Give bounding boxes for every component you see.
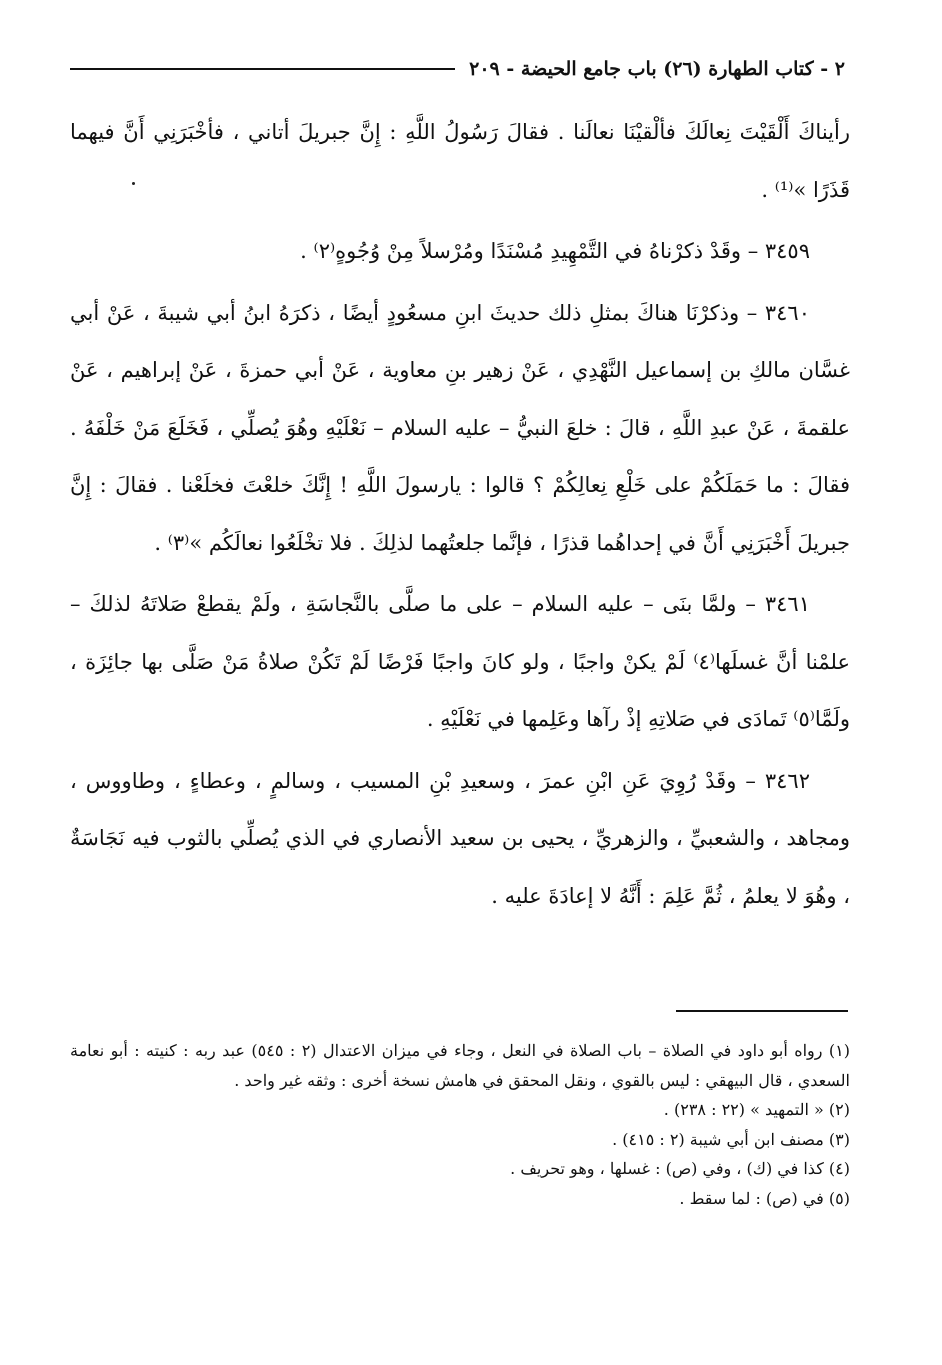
paragraph-continuation: رأيناكَ أَلْقَيْتَ نِعالَكَ فألْقيْنَا نعالَنا . فقالَ رَسُولُ اللَّهِ : إِنَّ جبريلَ أتاني ، فأخْبَرَنِي أَنَّ فيهما قَذَرًا »⁽¹⁾ . <box>70 120 850 202</box>
paragraph-3460: ٣٤٦٠ – وذكرْنَا هناكَ بمثلِ ذلك حديثَ ابنِ مسعُودٍ أيضًا ، ذكرَهُ ابنُ أبي شيبةَ ، عَنْ أبي غسَّان مالكِ بن إسماعيل النَّهْدِي ، عَنْ زهير بنِ معاوية ، عَنْ أبي حمزةَ ، عَنْ إبراهيم ، عَنْ علقمةَ ، عَنْ عبدِ اللَّهِ ، قالَ : خلعَ النبيُّ – عليه السلام – نَعْلَيْهِ وهُوَ يُصلِّي ، فَخَلَعَ مَنْ خَلْفَهُ . فقالَ : ما حَمَلَكُمْ على خَلْعِ نِعالِكُمْ ؟ قالوا : يارسولَ اللَّهِ ! إِنَّكَ خلعْتَ فخلَعْنا . فقالَ : إِنَّ جبريلَ أَخْبَرَنِي أَنَّ في إحداهُما قذرًا ، فإنَّما جلعتُهما لذلِكَ . فلا تخْلَعُوا نعالَكُم »⁽٣⁾ . <box>70 300 850 555</box>
paragraph-3462: ٣٤٦٢ – وقَدْ رُوِيَ عَنِ ابْنِ عمرَ ، وسعيدِ بْنِ المسيب ، وسالمٍ ، وعطاءٍ ، وطاووس ، ومجاهد ، والشعبيِّ ، والزهريِّ ، يحيى بن سعيد الأنصاري في الذي يُصلِّي بالثوب فيه نَجَاسَةٌ ، وهُوَ لا يعلمُ ، ثُمَّ عَلِمَ : أَنَّهُ لا إعادَةَ عليه . <box>70 768 850 908</box>
main-text <box>70 104 850 929</box>
paragraph-3461: ٣٤٦١ – ولمَّا بنَى – عليه السلام – على ما صلَّى بالنَّجاسَةِ ، ولَمْ يقطعْ صَلاتَهُ لذلكَ – علمْنا أنَّ غسلَها⁽٤⁾ لَمْ يكنْ واجبًا ، ولو كانَ واجبًا فَرْضًا لَمْ تَكُنْ صلاةُ مَنْ صَلَّى بها جائِزَة ، ولَمَّا⁽٥⁾ تَمادَى في صَلاتِهِ إذْ رآها وعَلِمها في نَعْلَيْهِ . <box>70 592 850 731</box>
footnote-5: (٥) في (ص) : لما سقط . <box>679 1188 850 1208</box>
running-title: ٢ - كتاب الطهارة (٢٦) باب جامع الحيضة - ٢٠٩ <box>469 58 845 80</box>
paragraph-3459: ٣٤٥٩ – وقَدْ ذكرْناهُ في التَّمْهِيدِ مُسْنَدًا ومُرْسلاً مِنْ وُجُوهٍ⁽٢⁾ . <box>300 239 810 263</box>
footnote-separator <box>676 1010 848 1012</box>
header-rule <box>70 68 455 70</box>
page-header <box>70 54 845 84</box>
footnote-3: (٣) مصنف ابن أبي شيبة (٢ : ٤١٥) . <box>612 1129 850 1149</box>
footnotes <box>70 1036 850 1213</box>
footnote-1: (١) رواه أبو داود في الصلاة – باب الصلاة في النعل ، وجاء في ميزان الاعتدال (٢ : ٥٤٥) عبد ربه : كنيته : أبو نعامة السعدي ، قال البيهقي : ليس بالقوي ، ونقل المحقق في هامش نسخة أخرى : وثقه غير واحد . <box>70 1041 851 1090</box>
footnote-4: (٤) كذا في (ك) ، وفي (ص) : غسلها ، وهو تحريف . <box>510 1159 850 1178</box>
footnote-2: (٢) « التمهيد » (٢٢ : ٢٣٨) . <box>663 1100 850 1119</box>
